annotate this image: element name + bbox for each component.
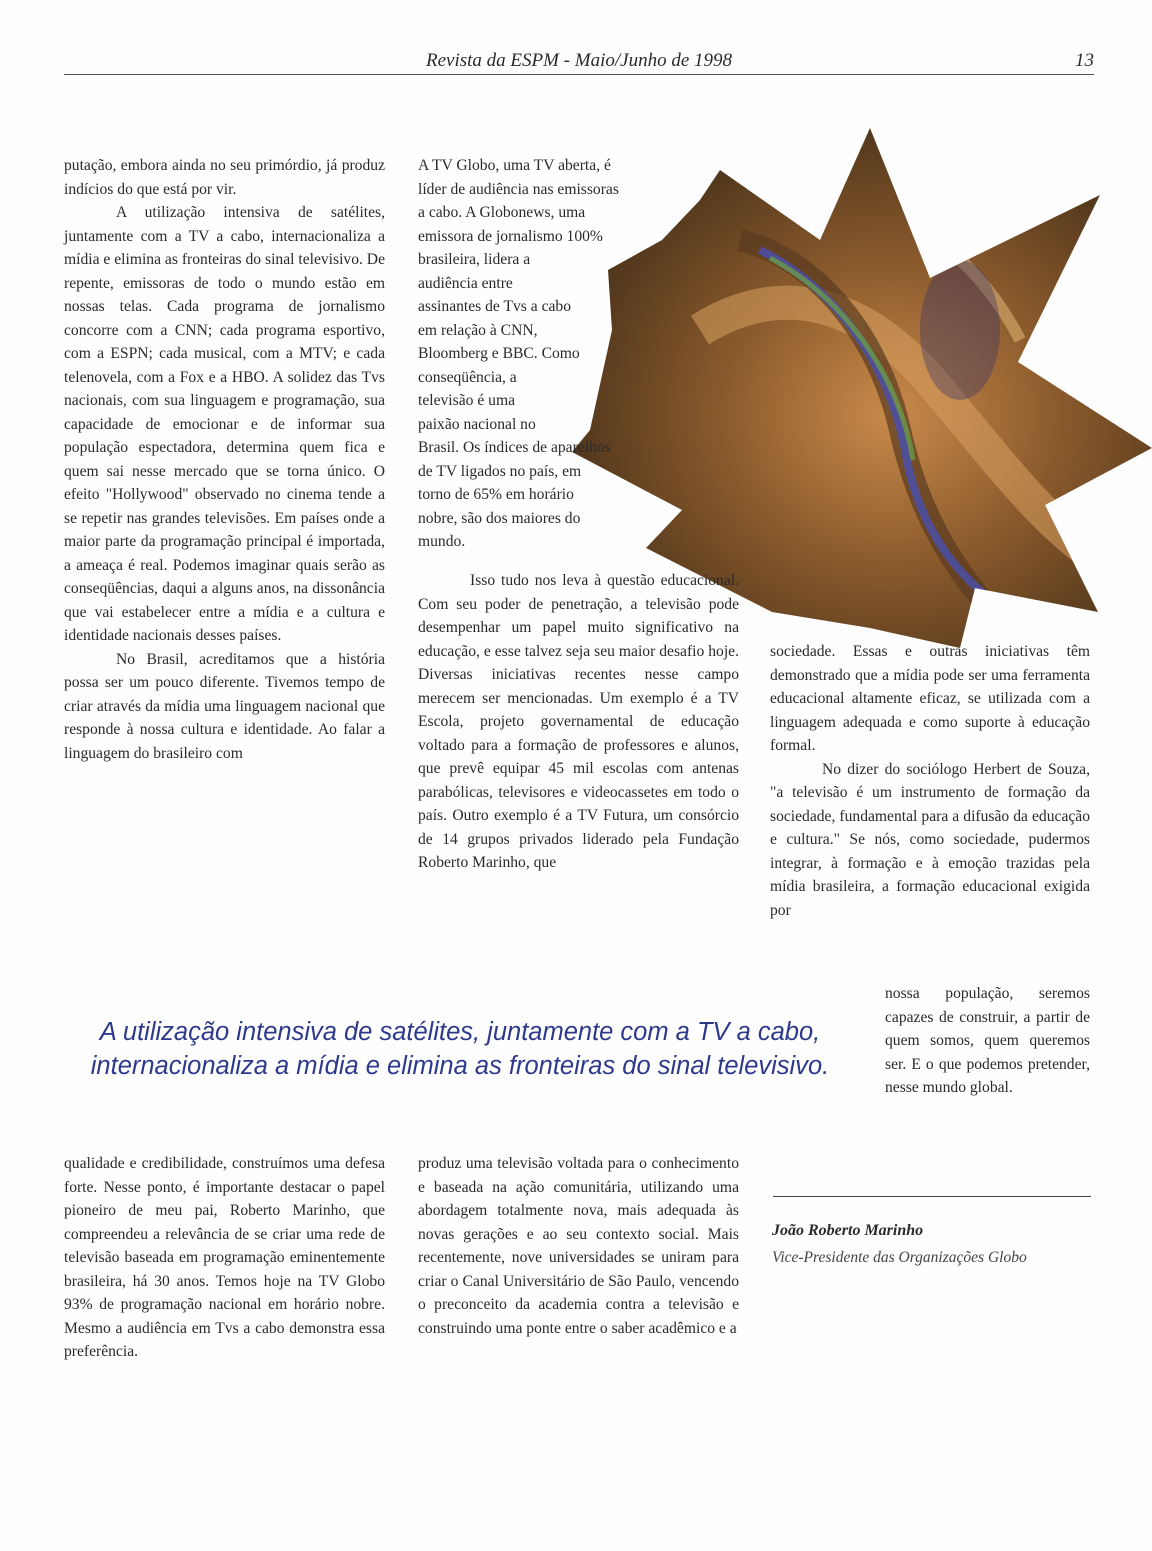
text-line: brasileira, lidera a (418, 251, 531, 268)
text-line: assinantes de Tvs a cabo (418, 298, 572, 315)
page-number: 13 (1075, 50, 1094, 71)
text-line: de TV ligados no país, em (418, 462, 582, 480)
paragraph: qualidade e credibilidade, construímos uma defesa forte. Nesse ponto, é importante destacar o papel pioneiro de meu pai, Roberto Marinho, que compreendeu a relevância de se criar uma rede de televisão baseada em programação eminentemente brasileira, há 30 anos. Temos hoje na TV Globo 93% de programação nacional em horário nobre. Mesmo a audiência em Tvs a cabo demonstra essa preferência. (64, 1155, 385, 1360)
author-role: Vice-Presidente das Organizações Globo (772, 1249, 1027, 1266)
text-line: líder de audiência nas emissoras (418, 180, 619, 198)
text-line: emissora de jornalismo 100% (418, 227, 603, 245)
column-2-wrap (418, 154, 748, 554)
column-1-top (64, 154, 385, 765)
author-name: João Roberto Marinho (772, 1222, 924, 1239)
paragraph: No dizer do sociólogo Herbert de Souza, "a televisão é um instrumento de formação da sociedade, fundamental para a difusão da educação e cultura." Se nós, como sociedade, pudermos integrar, à formação e à emoção trazidas pela mídia brasileira, a formação educacional exigida por (770, 760, 1090, 919)
column-3-top (770, 640, 1090, 922)
pull-quote: A utilização intensiva de satélites, juntamente com a TV a cabo, internacionaliza a mídia e elimina as fronteiras do sinal televisivo. (90, 1018, 830, 1080)
paragraph: Isso tudo nos leva à questão educacional. Com seu poder de penetração, a televisão pode desempenhar um papel muito significativo na educação, e esse talvez seja seu maior desafio hoje. Diversas iniciativas recentes nesse campo merecem ser mencionadas. Um exemplo é a TV Escola, projeto governamental de educação voltado para a formação de professores e alunos, que prevê equipar 45 mil escolas com antenas parabólicas, televisores e videocassetes em todo o país. Outro exemplo é a TV Futura, um consórcio de 14 grupos privados liderado pela Fundação Roberto Marinho, que (418, 572, 739, 871)
text-line: Brasil. Os índices de aparelhos (418, 439, 611, 456)
journal-title: Revista da ESPM - Maio/Junho de 1998 (425, 50, 733, 71)
signature-rule (773, 1196, 1091, 1197)
column-1-bottom (64, 1152, 385, 1364)
column-3-narrow (885, 982, 1090, 1100)
text-line: audiência entre (418, 274, 513, 292)
text-line: A TV Globo, uma TV aberta, é (418, 157, 611, 174)
text-line: paixão nacional no (418, 415, 536, 433)
paragraph: nossa população, seremos capazes de construir, a partir de quem somos, quem queremos ser. E o que podemos pretender, nesse mundo global. (885, 985, 1090, 1096)
text-line: em relação à CNN, (418, 321, 538, 339)
text-line: conseqüência, a (418, 368, 517, 386)
text-line: Bloomberg e BBC. Como (418, 345, 580, 362)
paragraph: A utilização intensiva de satélites, juntamente com a TV a cabo, internacionaliza a mídia e elimina as fronteiras do sinal televisivo. De repente, emissoras de todo o mundo estão em nossas telas. Cada programa de jornalismo concorre com a CNN; cada programa esportivo, com a ESPN; cada musical, com a MTV; e cada telenovela, com a Fox e a HBO. A solidez das Tvs nacionais, com sua linguagem e programação, sua capacidade de emocionar e de informar sua população espectadora, determina quem fica e quem sai nesse mercado que se torna único. O efeito "Hollywood" observado no cinema tende a se repetir nas grandes televisões. Em países onde a maior parte da programação principal é importada, a ameaça é real. Podemos imaginar quais serão as conseqüências, daqui a alguns anos, na dissonância que vai estabelecer entre a mídia e a cultura e identidade nacionais desses países. (64, 204, 385, 644)
text-line: torno de 65% em horário (418, 486, 574, 503)
paragraph: produz uma televisão voltada para o conhecimento e baseada na ação comunitária, utilizando uma abordagem totalmente nova, mais adequada às novas gerações e ao seu contexto social. Mais recentemente, nove universidades se uniram para criar o Canal Universitário de São Paulo, vencendo o preconceito da academia contra a televisão e construindo uma ponte entre o saber acadêmico e a (418, 1155, 739, 1337)
text-line: televisão é uma (418, 392, 515, 409)
column-2-bottom (418, 569, 739, 875)
text-line: nobre, são dos maiores do (418, 509, 581, 527)
column-2-lower (418, 1152, 739, 1340)
text-line: a cabo. A Globonews, uma (418, 204, 586, 221)
text-line: mundo. (418, 533, 466, 550)
paragraph: sociedade. Essas e outras iniciativas têm demonstrado que a mídia pode ser uma ferramenta educacional altamente eficaz, se utilizada com a linguagem adequada e como suporte à educação formal. (770, 643, 1090, 754)
paragraph: putação, embora ainda no seu primórdio, já produz indícios do que está por vir. (64, 157, 385, 198)
paragraph: No Brasil, acreditamos que a história possa ser um pouco diferente. Tivemos tempo de criar através da mídia uma linguagem nacional que responde à nossa cultura e identidade. Ao falar a linguagem do brasileiro com (64, 650, 385, 762)
